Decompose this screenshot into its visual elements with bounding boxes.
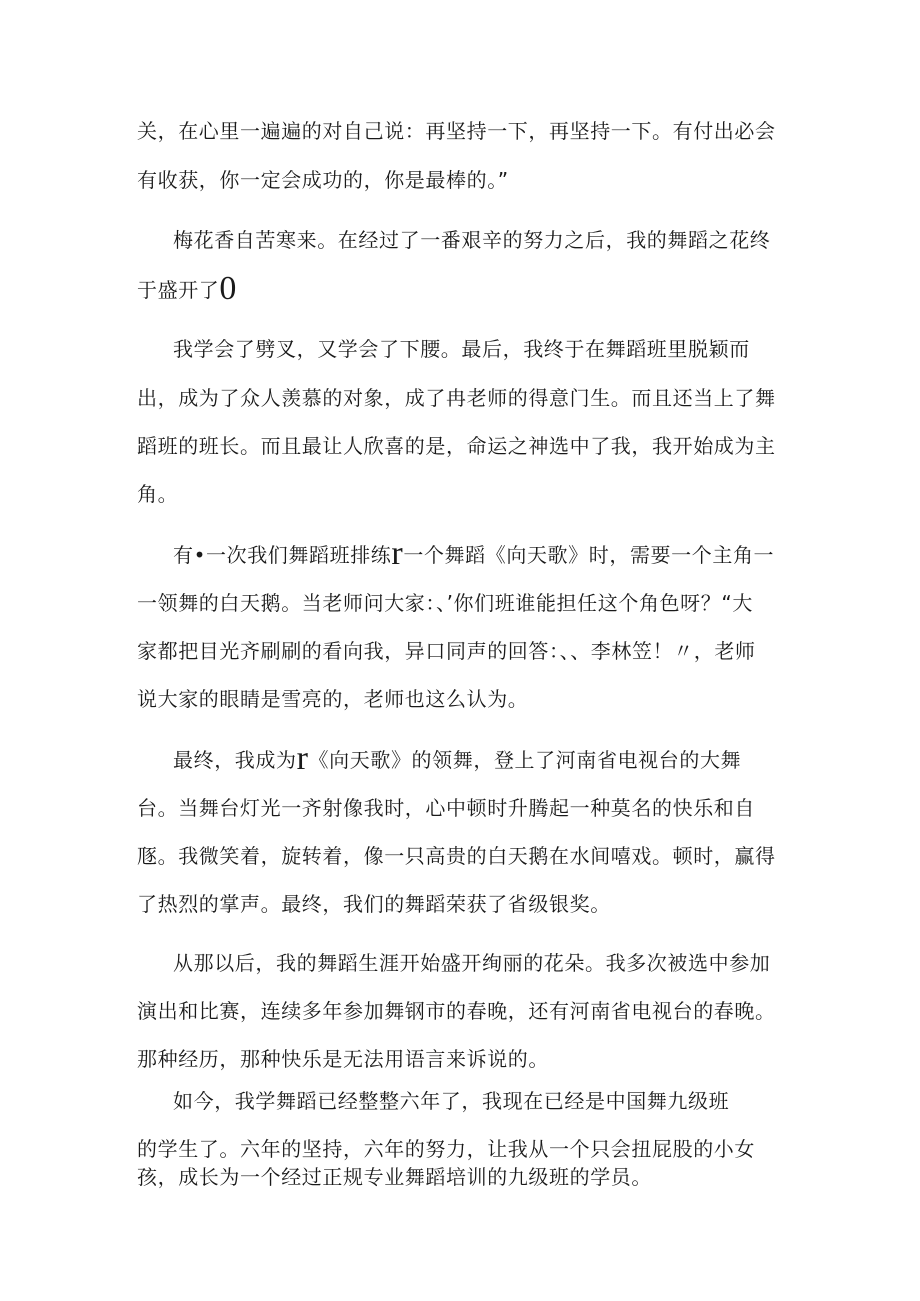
- text-line: 蹈班的班长。而且最让人欣喜的是，命运之神选中了我，我开始成为主: [137, 434, 776, 458]
- text-line: 如今，我学舞蹈已经整整六年了，我现在已经是中国舞九级班: [173, 1089, 730, 1113]
- text-line: 演出和比赛，连续多年参加舞钢市的春晚，还有河南省电视台的春晚。: [137, 999, 776, 1023]
- text-line: [137, 270, 238, 307]
- text-line: 一领舞的白天鹅。当老师问大家：、’你们班谁能担任这个角色呀？“大: [137, 591, 753, 615]
- text-line: 出，成为了众人羡慕的对象，成了冉老师的得意门生。而且还当上了舞: [137, 386, 776, 410]
- text-line: 有收获，你一定会成功的，你是最棒的。”: [137, 168, 509, 192]
- text-line: 了热烈的掌声。最终，我们的舞蹈荣获了省级银奖。: [137, 892, 611, 916]
- ocr-artifact-glyph: r: [296, 740, 309, 777]
- text-line: 我学会了劈叉，又学会了下腰。最后，我终于在舞蹈班里脱颖而: [173, 337, 750, 361]
- text-line: 那种经历，那种快乐是无法用语言来诉说的。: [137, 1047, 549, 1071]
- ocr-artifact-glyph: 0: [219, 270, 238, 307]
- text-segment: 最终，我成为: [173, 748, 297, 772]
- text-line: 角。: [137, 482, 179, 506]
- text-line: 家都把目光齐刷刷的看向我，异口同声的回答：、、李林笠！〃，老师: [137, 639, 756, 663]
- text-segment: 有•一次我们舞蹈班排练: [173, 543, 392, 567]
- text-line: [173, 535, 775, 572]
- ocr-artifact-glyph: r: [391, 535, 404, 572]
- text-line: 豗。我微笑着，旋转着，像一只高贵的白天鹅在水间嘻戏。顿时，赢得: [137, 844, 776, 868]
- text-line: 梅花香自苦寒来。在经过了一番艰辛的努力之后，我的舞蹈之花终: [173, 228, 771, 252]
- text-line: 的学生了。六年的坚持，六年的努力，让我从一个只会扭屁股的小女: [137, 1137, 755, 1161]
- text-line: 台。当舞台灯光一齐射像我时，心中顿时升腾起一种莫名的快乐和自: [137, 796, 755, 820]
- text-line: 从那以后，我的舞蹈生涯开始盛开绚丽的花朵。我多次被选中参加: [173, 951, 771, 975]
- text-line: 说大家的眼睛是雪亮的，老师也这么认为。: [137, 687, 529, 711]
- text-segment: 于盛开了: [137, 278, 220, 302]
- text-line: 关，在心里一遍遍的对自己说：再坚持一下，再坚持一下。有付出必会: [137, 119, 776, 143]
- text-line: [173, 740, 742, 777]
- text-line: 孩，成长为一个经过正规专业舞蹈培训的九级班的学员。: [137, 1165, 652, 1189]
- text-segment: 《向天歌》的领舞，登上了河南省电视台的大舞: [308, 748, 742, 772]
- text-segment: 一个舞蹈《向天歌》时，需要一个主角一: [403, 543, 775, 567]
